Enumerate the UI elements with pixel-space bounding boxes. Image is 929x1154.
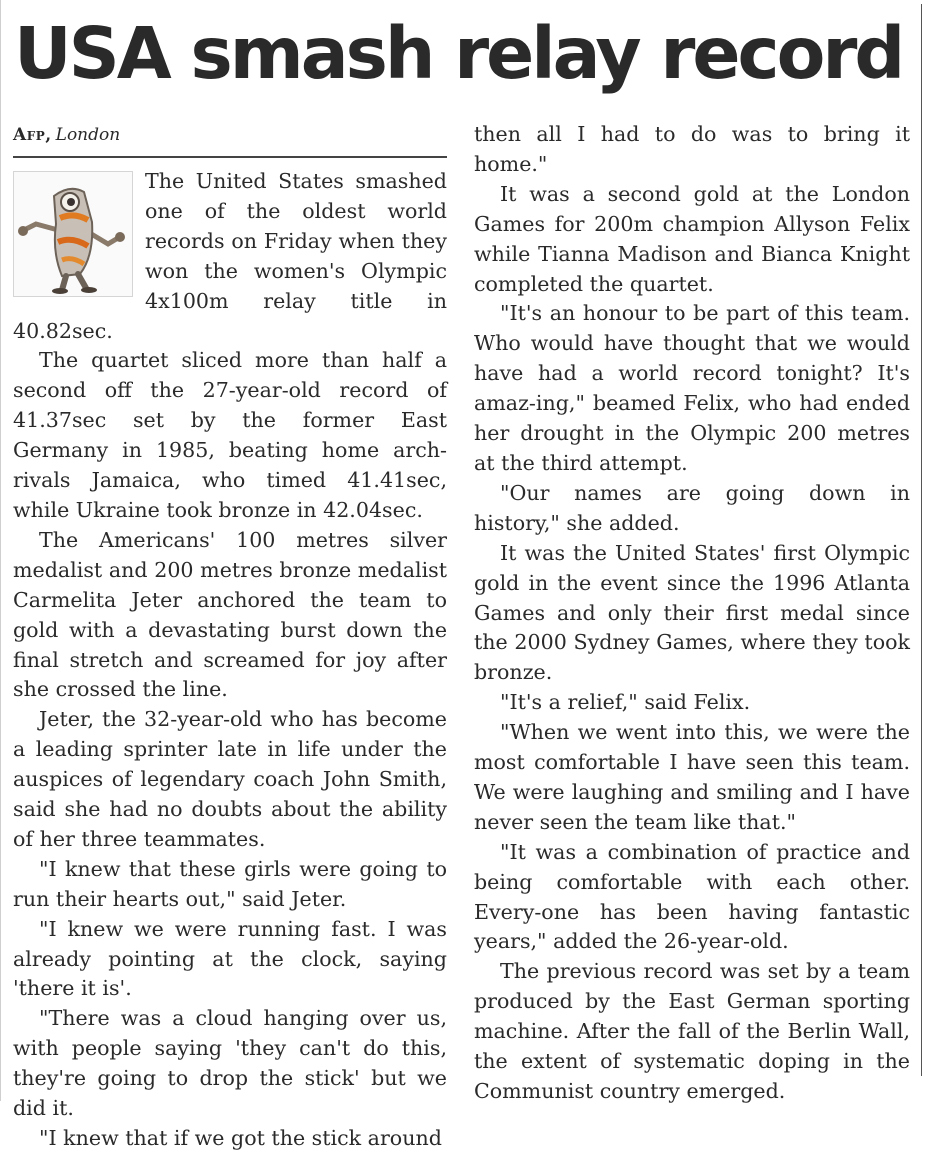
page-left-border bbox=[0, 0, 1, 1101]
paragraph: "I knew we were running fast. I was already pointing at the clock, saying 'there it is'. bbox=[13, 916, 447, 1001]
paragraph: "It's a relief," said Felix. bbox=[500, 690, 751, 715]
byline-location: London bbox=[55, 125, 121, 145]
paragraph: then all I had to do was to bring it home." bbox=[474, 122, 910, 176]
column-rule-right bbox=[921, 4, 922, 1076]
paragraph: "There was a cloud hanging over us, with people saying 'they can't do this, they're going to drop the stick' but we did it. bbox=[13, 1006, 447, 1121]
paragraph: The United States smashed one of the oldest world records on Friday when they won the women's Olympic 4x100m relay title in 40.82sec. bbox=[13, 169, 447, 343]
paragraph: "I knew that these girls were going to run their hearts out," said Jeter. bbox=[13, 856, 447, 911]
paragraph: "It was a combination of practice and being comfortable with each other. Every-one has been having fantastic years," added the 26-year-old. bbox=[474, 839, 910, 954]
article-column-right bbox=[474, 120, 910, 1107]
byline-divider bbox=[13, 156, 447, 158]
headline: USA smash relay record bbox=[14, 12, 903, 95]
paragraph: The Americans' 100 metres silver medalist and 200 metres bronze medalist Carmelita Jeter anchored the team to gold with a devastating burst down the final stretch and screamed for joy after she crossed the line. bbox=[13, 527, 447, 702]
byline-agency: Afp, bbox=[13, 125, 52, 145]
paragraph: "It's an honour to be part of this team. Who would have thought that we would have had a world record tonight? It's amaz-ing," beamed Felix, who had ended her drought in the Olympic 200 metres at the third attempt. bbox=[474, 301, 910, 475]
byline bbox=[13, 120, 447, 150]
paragraph: It was a second gold at the London Games for 200m champion Allyson Felix while Tianna Madison and Bianca Knight completed the quartet. bbox=[474, 181, 910, 296]
paragraph: The previous record was set by a team produced by the East German sporting machine. After the fall of the Berlin Wall, the extent of systematic doping in the Communist country emerged. bbox=[474, 959, 910, 1103]
paragraph: "Our names are going down in history," she added. bbox=[474, 480, 910, 535]
paragraph: "When we went into this, we were the most comfortable I have seen this team. We were laughing and smiling and I have never seen the team like that." bbox=[474, 720, 910, 834]
article-column-left bbox=[13, 120, 447, 1154]
paragraph: "I knew that if we got the stick around bbox=[39, 1126, 442, 1150]
paragraph: The quartet sliced more than half a second off the 27-year-old record of 41.37sec set by the former East Germany in 1985, beating home arch-rivals Jamaica, who timed 41.41sec, while Ukraine took bronze in 42.04sec. bbox=[13, 348, 447, 522]
olympic-mascot-icon bbox=[13, 171, 133, 297]
paragraph: It was the United States' first Olympic gold in the event since the 1996 Atlanta Games and only their first medal since the 2000 Sydney Games, where they took bronze. bbox=[474, 540, 910, 685]
paragraph: Jeter, the 32-year-old who has become a leading sprinter late in life under the auspices of legendary coach John Smith, said she had no doubts about the ability of her three teammates. bbox=[13, 707, 447, 851]
